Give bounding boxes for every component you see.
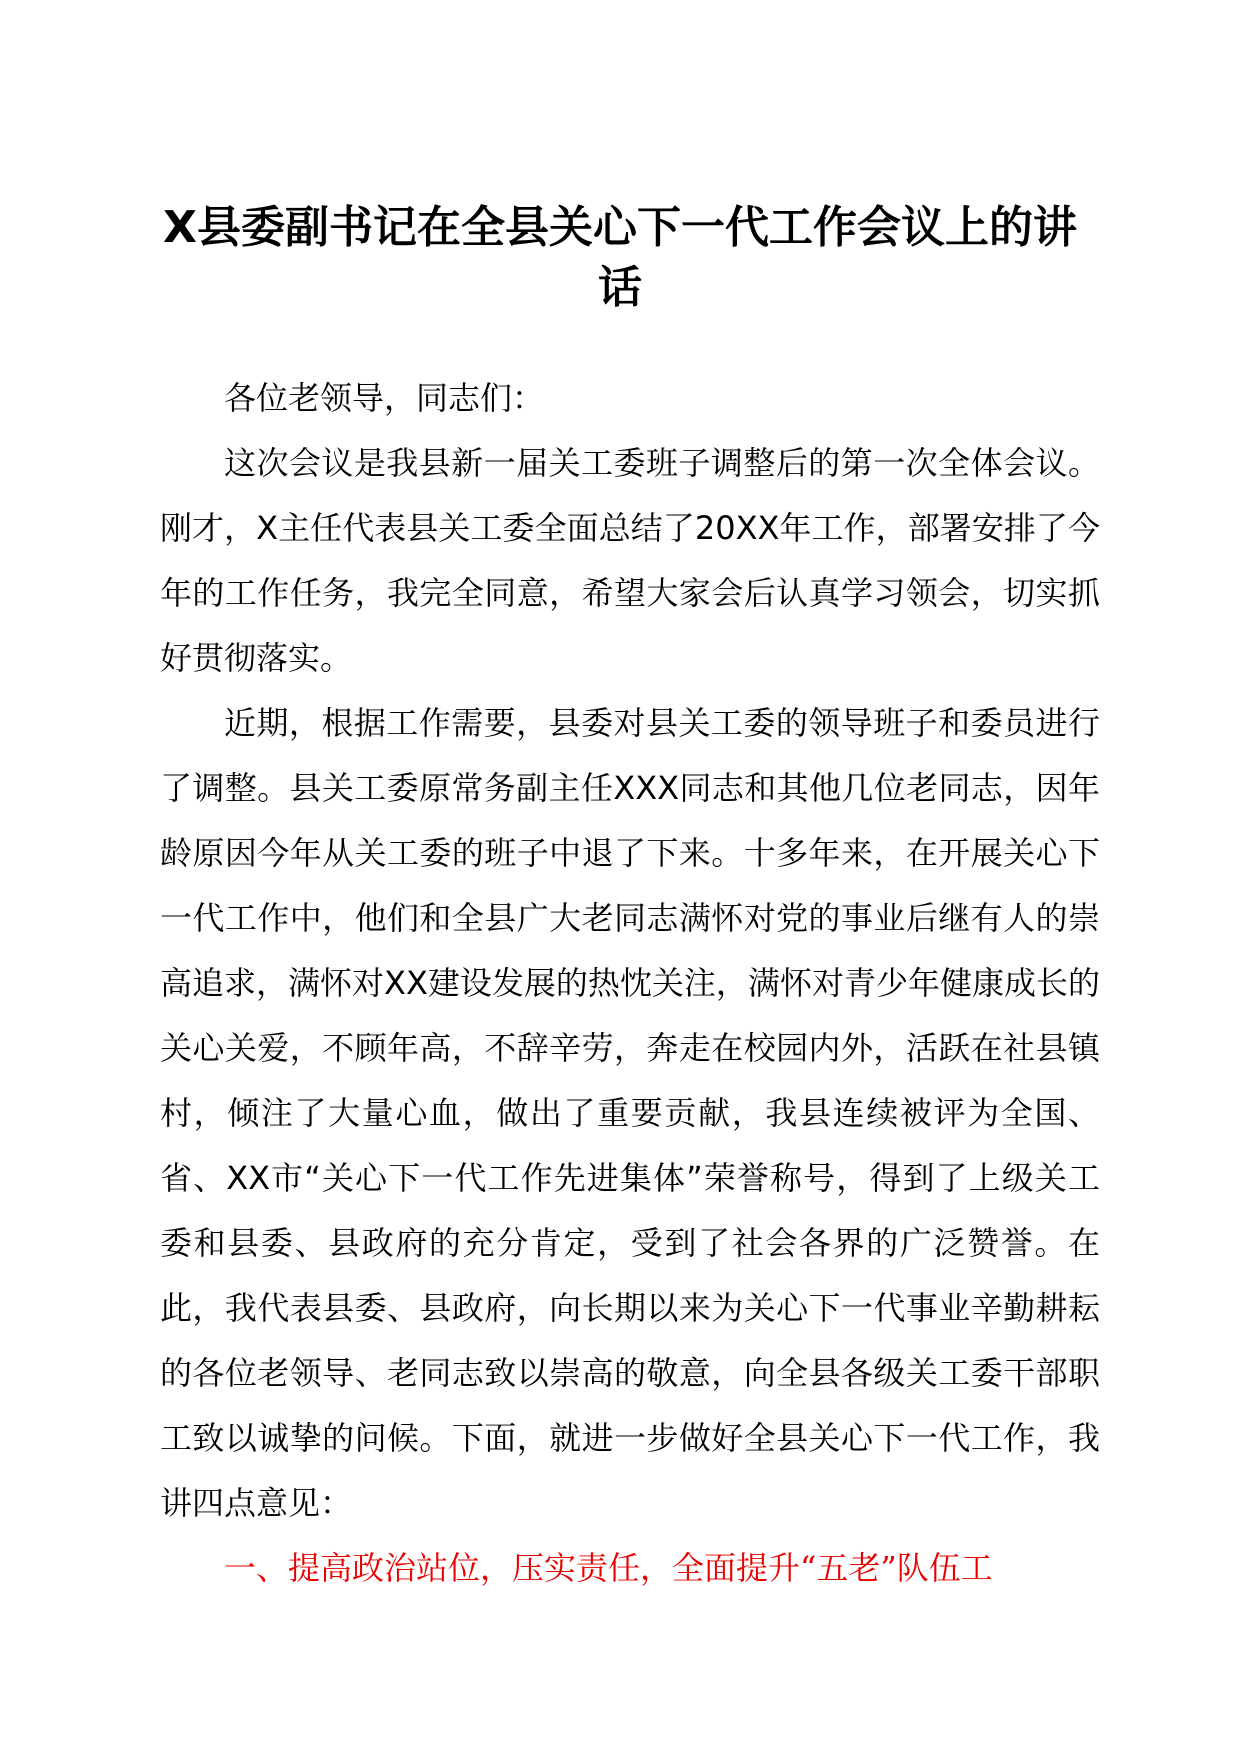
section-heading: 一、提高政治站位，压实责任，全面提升“五老”队伍工: [224, 1549, 993, 1587]
body-paragraph: 近期，根据工作需要，县委对县关工委的领导班子和委员进行了调整。县关工委原常务副主任XXX同志和其他几位老同志，因年龄原因今年从关工委的班子中退了下来。十多年来，在开展关心下一代工作中，他们和全县广大老同志满怀对党的事业后继有人的崇高追求，满怀对XX建设发展的热忱关注，满怀对青少年健康成长的关心关爱，不顾年高，不辞辛劳，奔走在校园内外，活跃在社县镇村，倾注了大量心血，做出了重要贡献，我县连续被评为全国、省、XX市“关心下一代工作先进集体”荣誉称号，得到了上级关工委和县委、县政府的充分肯定，受到了社会各界的广泛赞誉。在此，我代表县委、县政府，向长期以来为关心下一代事业辛勤耕耘的各位老领导、老同志致以崇高的敬意，向全县各级关工委干部职工致以诚挚的问候。下面，就进一步做好全县关心下一代工作，我讲四点意见：: [160, 704, 1100, 1522]
body-paragraph: 这次会议是我县新一届关工委班子调整后的第一次全体会议。刚才，X主任代表县关工委全面总结了20XX年工作，部署安排了今年的工作任务，我完全同意，希望大家会后认真学习领会，切实抓好贯彻落实。: [160, 444, 1100, 677]
salutation-paragraph: 各位老领导，同志们：: [224, 379, 545, 417]
document-title: X县委副书记在全县关心下一代工作会议上的讲话: [163, 202, 1077, 313]
document-body: [160, 366, 1100, 1601]
